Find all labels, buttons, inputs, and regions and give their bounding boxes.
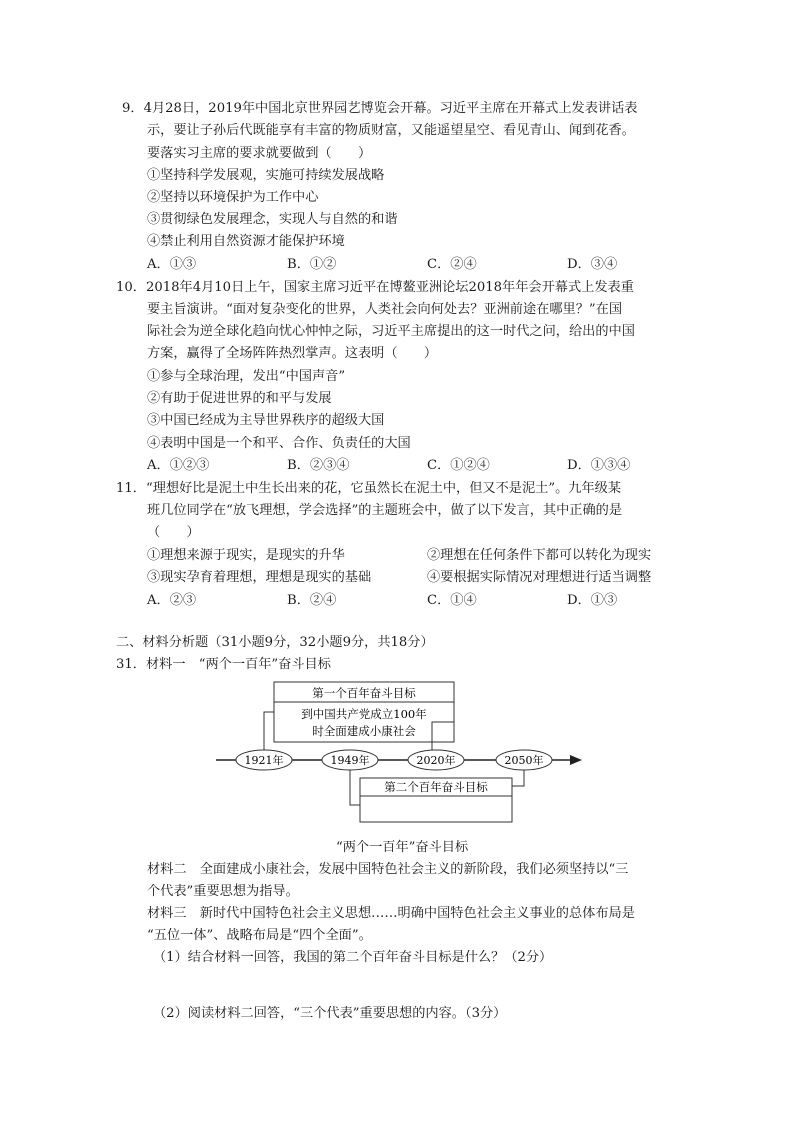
q11-statement-4: ④要根据实际情况对理想进行适当调整	[427, 570, 652, 585]
goal2-title: 第二个百年奋斗目标	[384, 780, 488, 794]
goal1-box	[274, 682, 454, 742]
q10-statement-1: ①参与全球治理，发出“中国声音”	[147, 369, 346, 384]
goal1-text-line1: 到中国共产党成立100年	[301, 707, 427, 721]
q9-option-a[interactable]: A．①③	[147, 257, 197, 272]
q11-option-c[interactable]: C．①④	[427, 593, 477, 608]
q10-line-2: 要主旨演讲。“面对复杂变化的世界，人类社会向何处去？亚洲前途在哪里？”在国	[147, 302, 623, 317]
timeline-arrow-icon	[570, 755, 582, 765]
q9-option-b[interactable]: B．①②	[287, 257, 337, 272]
q10-option-a[interactable]: A．①②③	[147, 458, 210, 473]
goal2-box	[360, 778, 512, 822]
diagram-caption: “两个一百年”奋斗目标	[336, 840, 469, 855]
q31-intro: 31．材料一 “两个一百年”奋斗目标	[116, 657, 331, 672]
svg-text:1949年: 1949年	[330, 754, 370, 767]
q9-option-c[interactable]: C．②④	[427, 257, 477, 272]
q11-line-3: （ ）	[147, 525, 200, 540]
goal1-text-line2: 时全面建成小康社会	[312, 724, 416, 738]
q9-statement-2: ②坚持以环境保护为工作中心	[147, 190, 319, 205]
q10-option-c[interactable]: C．①②④	[427, 458, 490, 473]
q11-option-b[interactable]: B．②④	[287, 593, 337, 608]
q9-line-1: 9．4月28日，2019年中国北京世界园艺博览会开幕。习近平主席在开幕式上发表讲话表	[122, 101, 638, 116]
two-centenary-goals-diagram	[210, 678, 600, 830]
q11-statement-3: ③现实孕育着理想，理想是现实的基础	[147, 570, 372, 585]
q9-statement-3: ③贯彻绿色发展理念，实现人与自然的和谐	[147, 212, 398, 227]
section2-heading: 二、材料分析题（31小题9分，32小题9分，共18分）	[116, 635, 434, 650]
q10-statement-2: ②有助于促进世界的和平与发展	[147, 391, 332, 406]
svg-text:2020年: 2020年	[416, 754, 456, 767]
year-marker-1921	[236, 750, 292, 770]
q11-line-1: 11．“理想好比是泥土中生长出来的花，它虽然长在泥土中，但又不是泥土”。九年级某	[116, 481, 622, 496]
q9-option-d[interactable]: D．③④	[567, 257, 618, 272]
q11-option-d[interactable]: D．①③	[567, 593, 618, 608]
q10-line-1: 10．2018年4月10日上午，国家主席习近平在博鳌亚洲论坛2018年年会开幕式上发表重	[116, 280, 634, 295]
year-marker-2020	[408, 750, 464, 770]
q10-statement-4: ④表明中国是一个和平、合作、负责任的大国	[147, 436, 411, 451]
year-marker-2050	[496, 750, 552, 770]
material2-line-1: 材料二 全面建成小康社会，发展中国特色社会主义的新阶段，我们必须坚持以“三	[147, 862, 629, 877]
q31-sub1: （1）结合材料一回答，我国的第二个百年奋斗目标是什么？（2分）	[153, 950, 553, 965]
q11-statement-1: ①理想来源于现实，是现实的升华	[147, 548, 345, 563]
q9-line-3: 要落实习主席的要求就要做到（ ）	[147, 146, 372, 161]
q10-option-b[interactable]: B．②③④	[287, 458, 350, 473]
q10-statement-3: ③中国已经成为主导世界秩序的超级大国	[147, 413, 385, 428]
q9-statement-4: ④禁止利用自然资源才能保护环境	[147, 234, 345, 249]
q9-line-2: 示，要让子孙后代既能享有丰富的物质财富，又能遥望星空、看见青山、闻到花香。	[147, 123, 635, 138]
svg-text:2050年: 2050年	[504, 754, 544, 767]
year-marker-1949	[322, 750, 378, 770]
svg-text:1921年: 1921年	[244, 754, 284, 767]
material2-line-2: 个代表”重要思想为指导。	[147, 884, 299, 899]
q11-line-2: 班几位同学在“放飞理想，学会选择”的主题班会中，做了以下发言，其中正确的是	[147, 503, 623, 518]
q31-sub2: （2）阅读材料二回答，“三个代表”重要思想的内容。（3分）	[153, 1006, 507, 1021]
q11-option-a[interactable]: A．②③	[147, 593, 197, 608]
material3-line-1: 材料三 新时代中国特色社会主义思想……明确中国特色社会主义事业的总体布局是	[147, 906, 635, 921]
q11-statement-2: ②理想在任何条件下都可以转化为现实	[427, 548, 652, 563]
q9-statement-1: ①坚持科学发展观，实施可持续发展战略	[147, 168, 385, 183]
goal1-title: 第一个百年奋斗目标	[312, 686, 416, 700]
q10-line-4: 方案，赢得了全场阵阵热烈掌声。这表明（ ）	[147, 346, 438, 361]
q10-option-d[interactable]: D．①③④	[567, 458, 631, 473]
material3-line-2: “五位一体”、战略布局是“四个全面”。	[147, 928, 372, 943]
q10-line-3: 际社会为逆全球化趋向忧心忡忡之际，习近平主席提出的这一时代之问，给出的中国	[147, 324, 635, 339]
